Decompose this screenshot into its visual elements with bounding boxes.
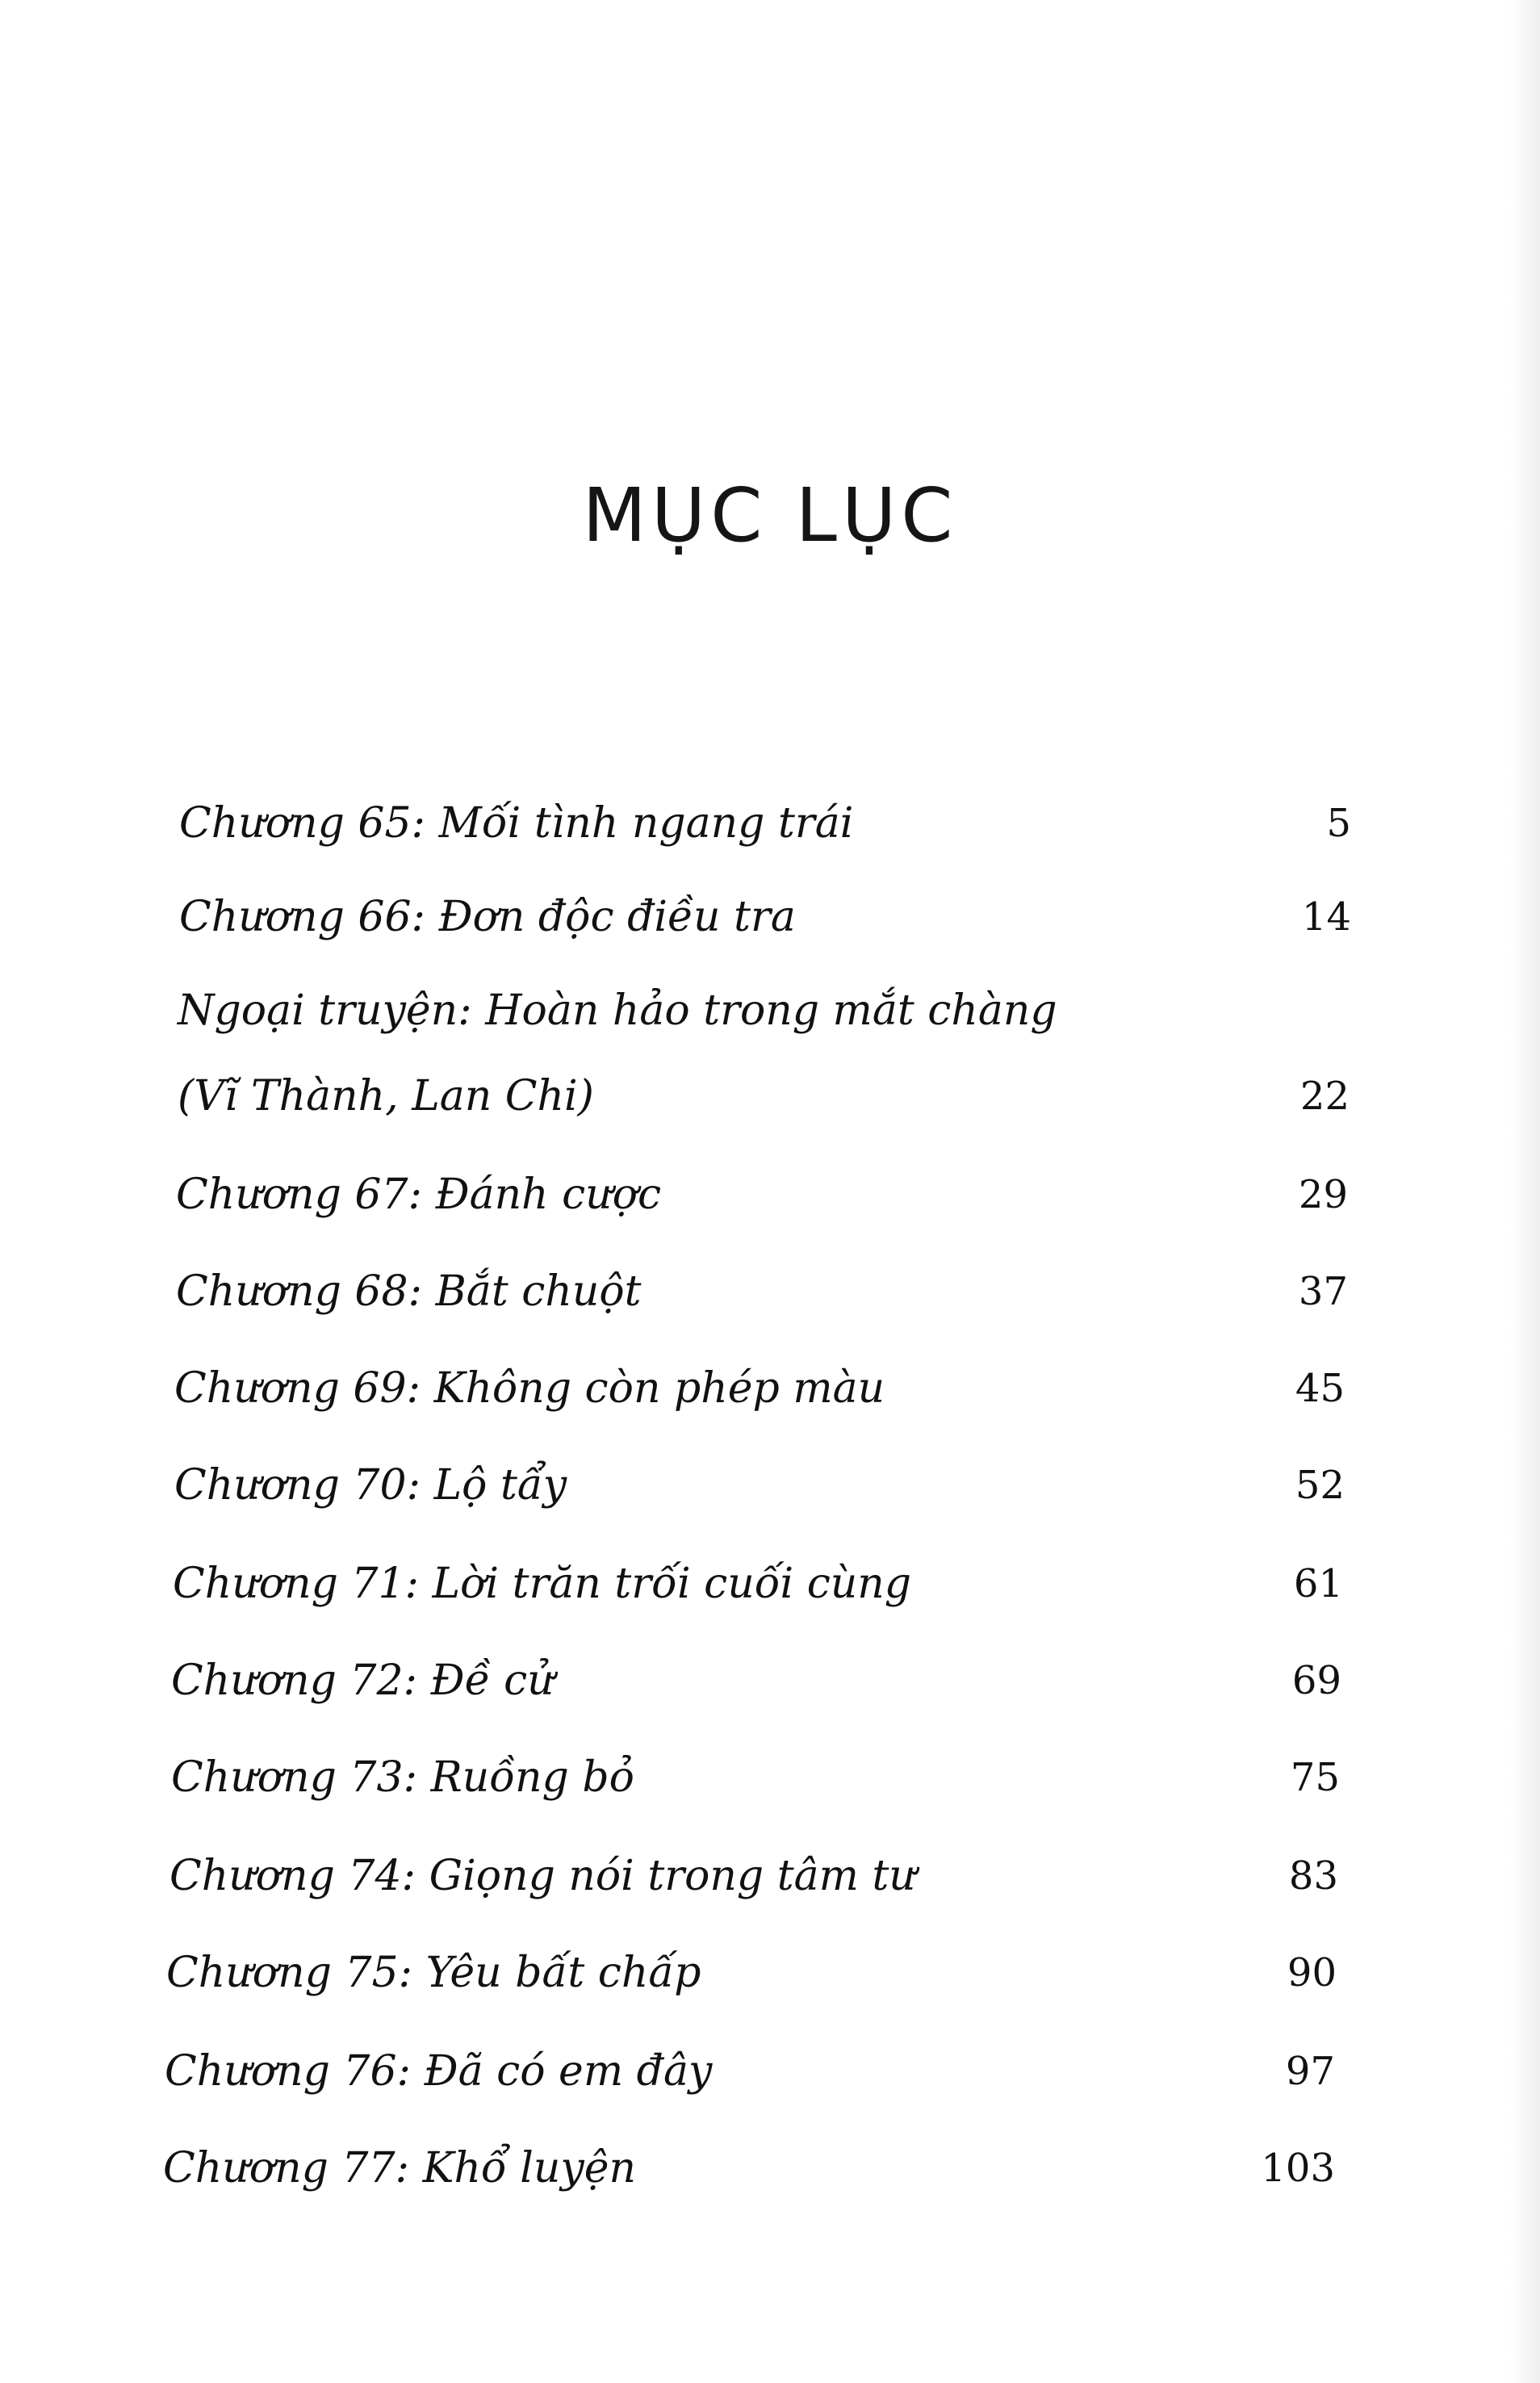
toc-row <box>171 1648 1341 1713</box>
toc-row <box>169 1844 1338 1908</box>
toc-entry-text: Chương 66: Đơn độc điều tra <box>179 893 796 941</box>
toc-entry-text: Chương 69: Không còn phép màu <box>174 1364 885 1413</box>
toc-entry-page: 14 <box>1301 894 1351 940</box>
toc-entry-page: 22 <box>1299 1074 1350 1119</box>
toc-entry-text: Chương 71: Lời trăn trối cuối cùng <box>173 1560 912 1608</box>
toc-row <box>179 885 1351 949</box>
toc-entry-text: Chương 72: Đề cử <box>171 1656 554 1705</box>
toc-entry-page: 5 <box>1326 801 1351 846</box>
toc-entry-text: Chương 74: Giọng nói trong tâm tư <box>169 1852 916 1900</box>
toc-row <box>179 791 1351 856</box>
toc-entry-page: 61 <box>1293 1561 1343 1606</box>
toc-entry-text: (Vĩ Thành, Lan Chi) <box>178 1072 594 1120</box>
toc-row <box>178 978 1350 1043</box>
toc-row <box>166 1941 1337 2005</box>
toc-entry-text: Chương 77: Khổ luyện <box>163 2144 637 2192</box>
toc-entry-page: 97 <box>1285 2049 1335 2094</box>
toc-entry-text: Chương 68: Bắt chuột <box>176 1267 642 1316</box>
toc-row <box>178 1064 1350 1129</box>
toc-entry-page: 29 <box>1298 1172 1348 1217</box>
toc-row <box>163 2136 1335 2201</box>
toc-entry-page: 52 <box>1295 1463 1345 1508</box>
toc-entry-text: Chương 67: Đánh cược <box>176 1171 662 1219</box>
toc-entry-text: Chương 76: Đã có em đây <box>165 2047 713 2096</box>
toc-row <box>165 2039 1335 2104</box>
toc-entry-page: 37 <box>1298 1269 1348 1314</box>
toc-row <box>171 1745 1340 1810</box>
toc-entry-page: 45 <box>1295 1366 1345 1411</box>
toc-entry-text: Chương 70: Lộ tẩy <box>174 1461 567 1510</box>
toc-entry-page: 75 <box>1290 1755 1340 1800</box>
page-title: MỤC LỤC <box>582 472 958 559</box>
toc-row <box>174 1356 1345 1421</box>
toc-entry-page: 103 <box>1261 2146 1335 2191</box>
toc-row <box>176 1162 1348 1227</box>
toc-entry-page: 90 <box>1287 1950 1337 1996</box>
toc-entry-text: Chương 65: Mối tình ngang trái <box>179 799 854 848</box>
toc-row <box>173 1552 1343 1616</box>
toc-entry-text: Ngoại truyện: Hoàn hảo trong mắt chàng <box>178 986 1057 1035</box>
toc-row <box>174 1453 1345 1518</box>
toc-entry-page: 69 <box>1291 1658 1341 1703</box>
toc-row <box>176 1259 1348 1324</box>
toc-entry-page: 83 <box>1288 1853 1338 1899</box>
toc-entry-text: Chương 73: Ruồng bỏ <box>171 1753 634 1802</box>
toc-entry-text: Chương 75: Yêu bất chấp <box>166 1949 701 1997</box>
